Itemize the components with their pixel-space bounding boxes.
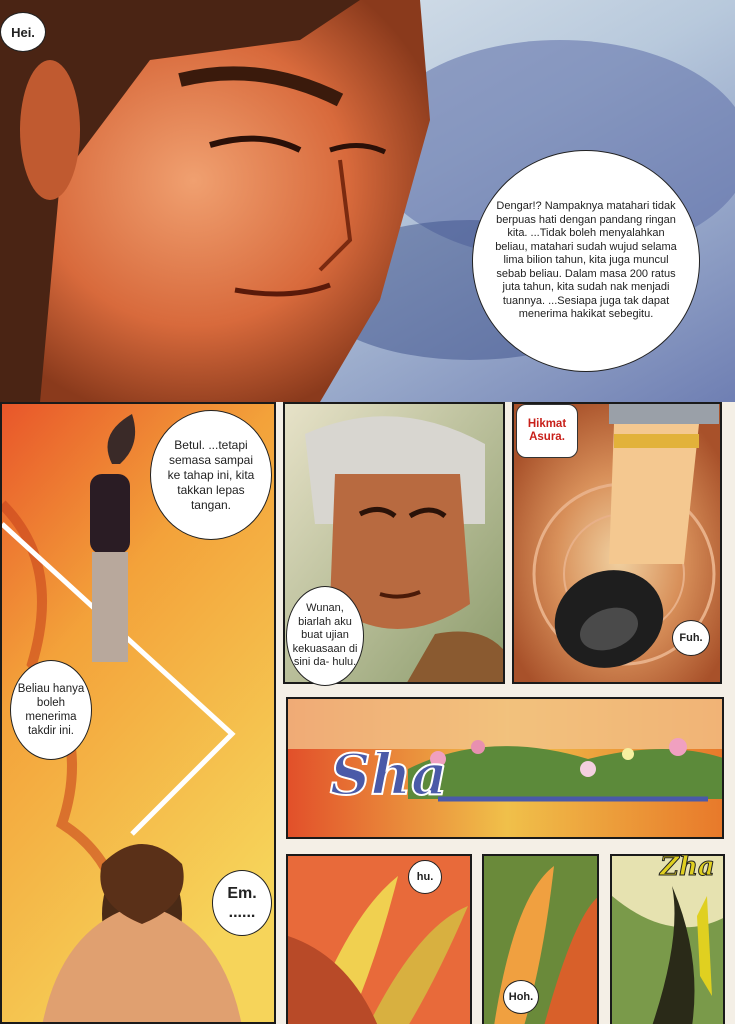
speech-bubble-fuh — [672, 620, 710, 656]
sfx-zha — [660, 852, 715, 882]
speech-bubble-main — [472, 150, 700, 372]
speech-bubble-em — [212, 870, 272, 936]
sfx-sha-text: Sha — [330, 742, 448, 808]
bubble-wunan-text: Wunan, biarlah aku buat ujian kekuasaan di sini da- hulu. — [292, 602, 358, 669]
bubble-beliau-text: Beliau hanya boleh menerima takdir ini. — [17, 683, 85, 737]
bubble-fuh-text: Fuh. — [679, 632, 703, 644]
bubble-hu-text: hu. — [416, 871, 434, 883]
sfx-hikmat-text: Hikmat Asura. — [527, 418, 567, 443]
sfx-sha — [330, 742, 447, 808]
bubble-hoh-text: Hoh. — [508, 991, 534, 1003]
sfx-zha-text: Zha — [660, 852, 715, 882]
speech-bubble-hu — [408, 860, 442, 894]
sfx-hikmat-asura — [516, 404, 578, 458]
leaves-art-2 — [484, 856, 599, 1024]
bubble-betul-text: Betul. ...tetapi semasa sampai ke tahap ini, kita takkan lepas tangan. — [167, 437, 255, 512]
speech-bubble-hoh — [503, 980, 539, 1014]
speech-bubble-hei — [0, 12, 46, 52]
speech-bubble-beliau — [10, 660, 92, 760]
speech-bubble-wunan — [286, 586, 364, 686]
bubble-em-text: Em. ...... — [227, 885, 257, 921]
panel-leaves-hu — [286, 854, 472, 1024]
panel-leaves-hoh — [482, 854, 599, 1024]
bubble-hei-text: Hei. — [11, 24, 35, 40]
leaves-art-1 — [288, 856, 472, 1024]
bubble-main-text: Dengar!? Nampaknya matahari tidak berpuas hati dengan pandang ringan kita. ...Tidak boleh menyalahkan beliau, matahari sudah wujud selama lima bilion tahun, kita juga muncul sebab beliau. Dalam masa 200 ratus juta tahun, kita sudah nak menjadi tuannya. ...Sesiapa juga tak dapat menerima hakikat sebegitu. — [495, 200, 677, 321]
speech-bubble-betul — [150, 410, 272, 540]
